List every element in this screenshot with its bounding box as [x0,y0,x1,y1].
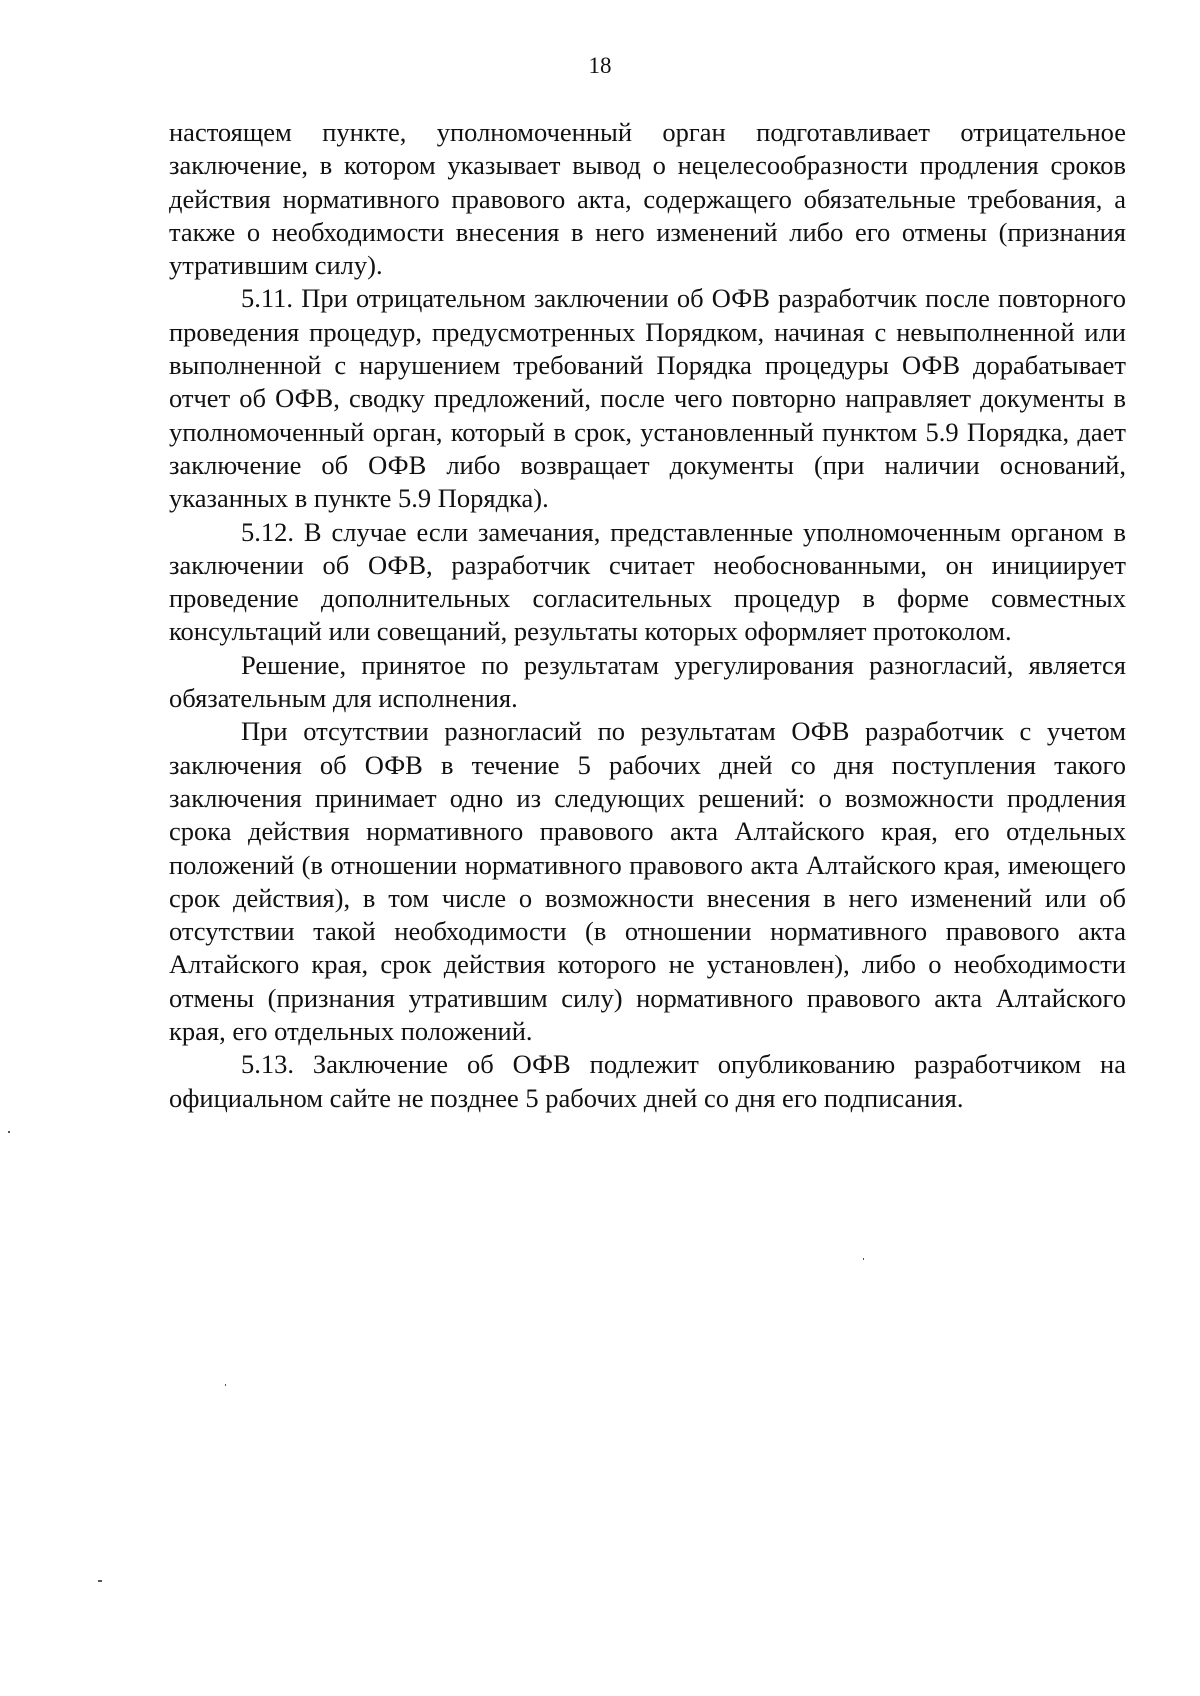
paragraph-5-11: 5.11. При отрицательном заключении об ОФВ разработчик после повторного проведения процедур, предусмотренных Порядком, начиная с невыполненной или выполненной с нарушением требований Порядка процедуры ОФВ дорабатывает отчет об ОФВ, сводку предложений, после чего повторно направляет документы в уполномоченный орган, который в срок, установленный пунктом 5.9 Порядка, дает заключение об ОФВ либо возвращает документы (при наличии оснований, указанных в пункте 5.9 Порядка). [169,283,1126,514]
scan-speck [8,1131,10,1133]
scan-speck [225,1384,226,1386]
scan-speck [863,1258,864,1260]
scan-speck [98,1580,102,1582]
paragraph-5-12: 5.12. В случае если замечания, представленные уполномоченным органом в заключении об ОФВ, разработчик считает необоснованными, он инициирует проведение дополнительных согласительных процедур в форме совместных консультаций или совещаний, результаты которых оформляет протоколом. [169,516,1126,647]
paragraph-decision: Решение, принятое по результатам урегулирования разногласий, является обязательным для исполнения. [169,649,1126,714]
paragraph-continuation: настоящем пункте, уполномоченный орган подготавливает отрицательное заключение, в котором указывает вывод о нецелесообразности продления сроков действия нормативного правового акта, содержащего обязательные требования, а также о необходимости внесения в него изменений либо его отмены (признания утратившим силу). [169,117,1126,281]
page-number: 18 [588,53,612,78]
document-body [169,116,1126,1115]
paragraph-no-disagreement: При отсутствии разногласий по результатам ОФВ разработчик с учетом заключения об ОФВ в течение 5 рабочих дней со дня поступления такого заключения принимает одно из следующих решений: о возможности продления срока действия нормативного правового акта Алтайского края, его отдельных положений (в отношении нормативного правового акта Алтайского края, имеющего срок действия), в том числе о возможности внесения в него изменений или об отсутствии такой необходимости (в отношении нормативного правового акта Алтайского края, срок действия которого не установлен), либо о необходимости отмены (признания утратившим силу) нормативного правового акта Алтайского края, его отдельных положений. [169,716,1126,1047]
paragraph-5-13: 5.13. Заключение об ОФВ подлежит опубликованию разработчиком на официальном сайте не позднее 5 рабочих дней со дня его подписания. [169,1049,1126,1113]
